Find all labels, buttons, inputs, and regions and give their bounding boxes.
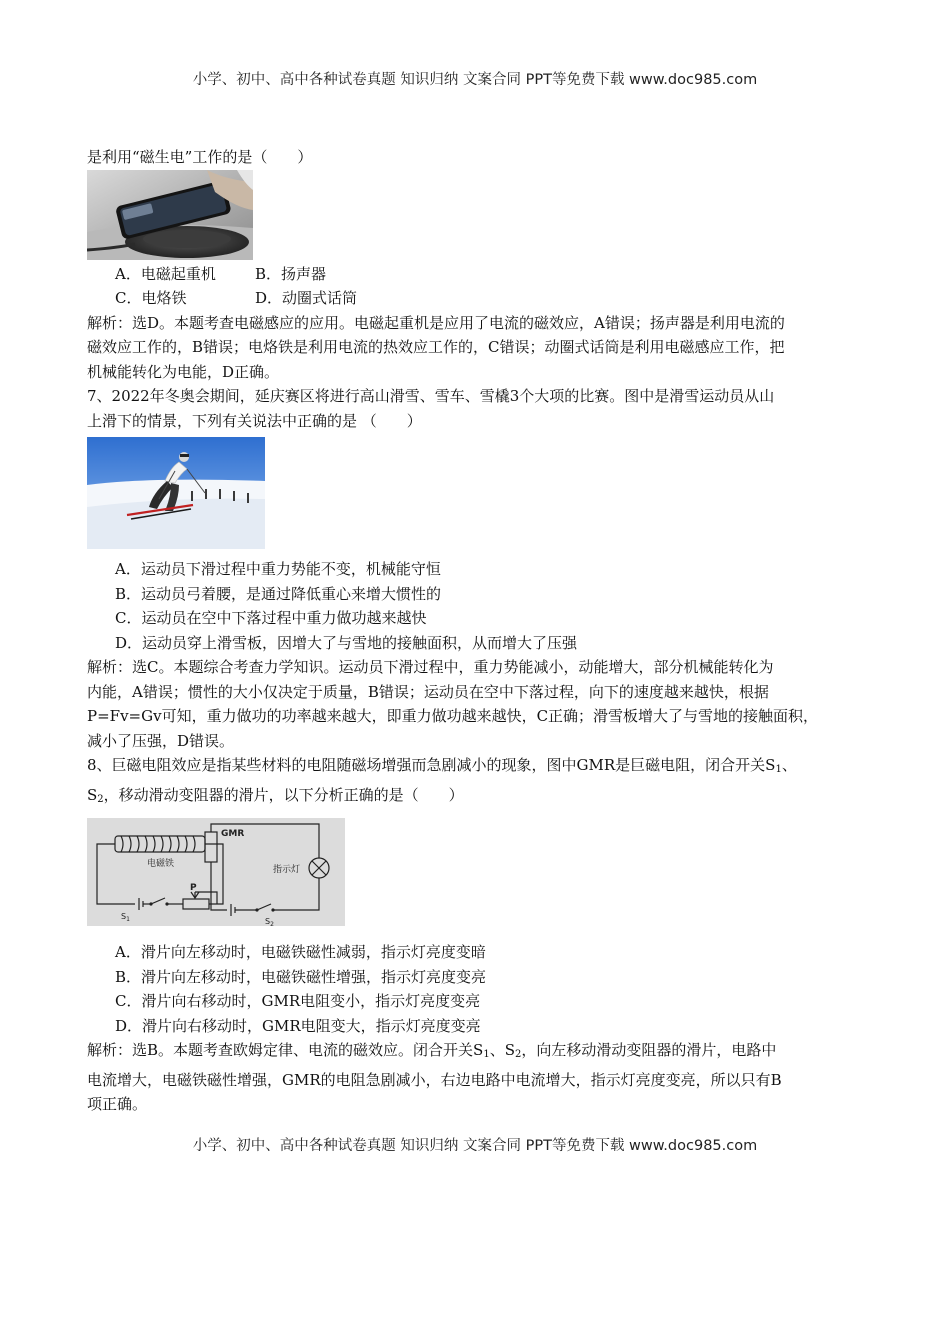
q7-option-a: A．运动员下滑过程中重力势能不变，机械能守恒 (115, 560, 441, 578)
q8-stem-line2: $S_2$，移动滑动变阻器的滑片，以下分析正确的是（ ） (87, 785, 464, 805)
q8-analysis-line2: 电流增大，电磁铁磁性增强，GMR的电阻急剧减小，右边电路中电流增大，指示灯亮度变亮，所以只有B (87, 1070, 782, 1089)
gmr-label: GMR (221, 829, 245, 839)
q7-stem-line2: 上滑下的情景，下列有关说法中正确的是 （ ） (87, 411, 422, 430)
q8-option-a: A．滑片向左移动时，电磁铁磁性减弱，指示灯亮度变暗 (115, 943, 486, 961)
q8-option-c: C．滑片向右移动时，GMR电阻变小，指示灯亮度变亮 (115, 992, 481, 1010)
coil-label: 电磁铁 (147, 859, 175, 869)
q6-analysis-line1: 解析：选D。本题考查电磁感应的应用。电磁起重机是应用了电流的磁效应，A错误；扬声器是利用电流的 (87, 313, 785, 332)
switch-s1-label: $S_1$ (121, 912, 130, 923)
q6-stem: 是利用“磁生电”工作的是（ ） (87, 148, 313, 166)
q7-analysis-line4: 减小了压强，D错误。 (87, 731, 235, 750)
q7-analysis-line3: P=Fv=Gv可知，重力做功的功率越来越大，即重力做功越来越快，C正确；滑雪板增大了与雪地的接触面积， (87, 707, 819, 725)
q6-option-c: C．电烙铁 (115, 289, 187, 307)
q8-option-b: B．滑片向左移动时，电磁铁磁性增强，指示灯亮度变亮 (115, 967, 487, 986)
document-body (87, 145, 867, 1117)
q7-option-c: C．运动员在空中下落过程中重力做功越来越快 (115, 609, 427, 627)
wireless-charger-photo (87, 170, 253, 260)
q7-option-d: D．运动员穿上滑雪板，因增大了与雪地的接触面积，从而增大了压强 (115, 633, 578, 652)
q6-option-b: B．扬声器 (255, 264, 327, 283)
q6-option-a: A．电磁起重机 (115, 264, 216, 283)
q6-analysis-line3: 机械能转化为电能，D正确。 (87, 362, 280, 381)
q6-option-d: D．动圈式话筒 (255, 289, 358, 307)
page-header: 小学、初中、高中各种试卷真题 知识归纳 文案合同 PPT等免费下载 www.doc985.com (192, 72, 758, 88)
q8-option-d: D．滑片向右移动时，GMR电阻变大，指示灯亮度变亮 (115, 1016, 481, 1035)
slider-p-label: P (190, 883, 197, 893)
q6-analysis-line2: 磁效应工作的，B错误；电烙铁是利用电流的热效应工作的，C错误；动圈式话筒是利用电磁感应工作，把 (87, 338, 785, 356)
q8-stem-line1: 8、巨磁电阻效应是指某些材料的电阻随磁场增强而急剧减小的现象，图中GMR是巨磁电阻，闭合开关$S_1$、 (87, 756, 797, 775)
q7-option-b: B．运动员弓着腰，是通过降低重心来增大惯性的 (115, 584, 442, 603)
q6-options-row1 (87, 262, 867, 287)
q7-stem-line1: 7、2022年冬奥会期间，延庆赛区将进行高山滑雪、雪车、雪橇3个大项的比赛。图中是滑雪运动员从山 (87, 387, 775, 405)
skier-photo (87, 437, 265, 549)
q7-analysis-line2: 内能，A错误；惯性的大小仅决定于质量，B错误；运动员在空中下落过程，向下的速度越来越快，根据 (87, 682, 769, 701)
gmr-circuit-diagram (87, 818, 345, 926)
q7-analysis-line1: 解析：选C。本题综合考查力学知识。运动员下滑过程中，重力势能减小，动能增大，部分机械能转化为 (87, 658, 774, 676)
q6-options-row2 (87, 286, 867, 311)
switch-s2-label: $S_2$ (265, 917, 274, 926)
q8-analysis-line1: 解析：选B。本题考查欧姆定律、电流的磁效应。闭合开关$S_1$、$S_2$，向左移动滑动变阻器的滑片，电路中 (87, 1041, 777, 1060)
lamp-label: 指示灯 (273, 865, 301, 875)
q8-analysis-line3: 项正确。 (87, 1095, 148, 1113)
page-footer: 小学、初中、高中各种试卷真题 知识归纳 文案合同 PPT等免费下载 www.doc985.com (192, 1138, 758, 1154)
